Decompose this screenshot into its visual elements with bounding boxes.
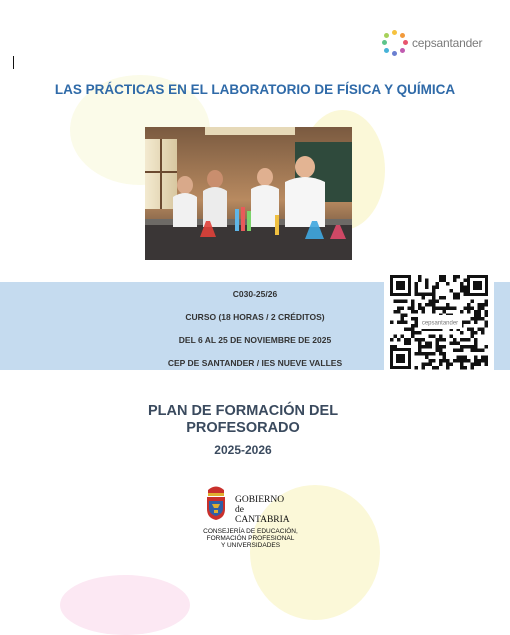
plan-year: 2025-2026 [214, 443, 272, 457]
department-line3: Y UNIVERSIDADES [220, 542, 281, 549]
course-location: CEP DE SANTANDER / IES NUEVE VALLES [167, 358, 343, 368]
logo-text: cepsantander [412, 36, 483, 50]
government-line2: de [235, 505, 244, 515]
qr-caption: cepsantander [421, 320, 459, 327]
cep-logo [382, 30, 482, 56]
government-line1: GOBIERNO [235, 495, 285, 505]
cantabria-government-logo [203, 484, 298, 549]
department-line1: CONSEJERÍA DE EDUCACIÓN, [203, 528, 298, 535]
department-line2: FORMACIÓN PROFESIONAL [206, 535, 295, 542]
text-cursor [13, 56, 14, 69]
department-name [203, 528, 298, 549]
plan-title-line2: PROFESORADO [186, 420, 300, 436]
coat-of-arms-icon [203, 484, 229, 522]
government-name [235, 495, 290, 525]
page-title: LAS PRÁCTICAS EN EL LABORATORIO DE FÍSICA Y QUÍMICA [54, 82, 456, 97]
dots-ring-icon [382, 30, 408, 56]
plan-title [0, 403, 486, 437]
course-type: CURSO (18 HORAS / 2 CRÉDITOS) [185, 312, 325, 322]
laboratory-photo [145, 127, 352, 260]
course-code: C030-25/26 [232, 289, 278, 299]
government-line3: CANTABRIA [235, 515, 290, 525]
plan-title-line1: PLAN DE FORMACIÓN DEL [147, 403, 339, 419]
background-blob [60, 575, 190, 635]
course-dates: DEL 6 AL 25 DE NOVIEMBRE DE 2025 [178, 335, 332, 345]
qr-code [384, 270, 494, 376]
